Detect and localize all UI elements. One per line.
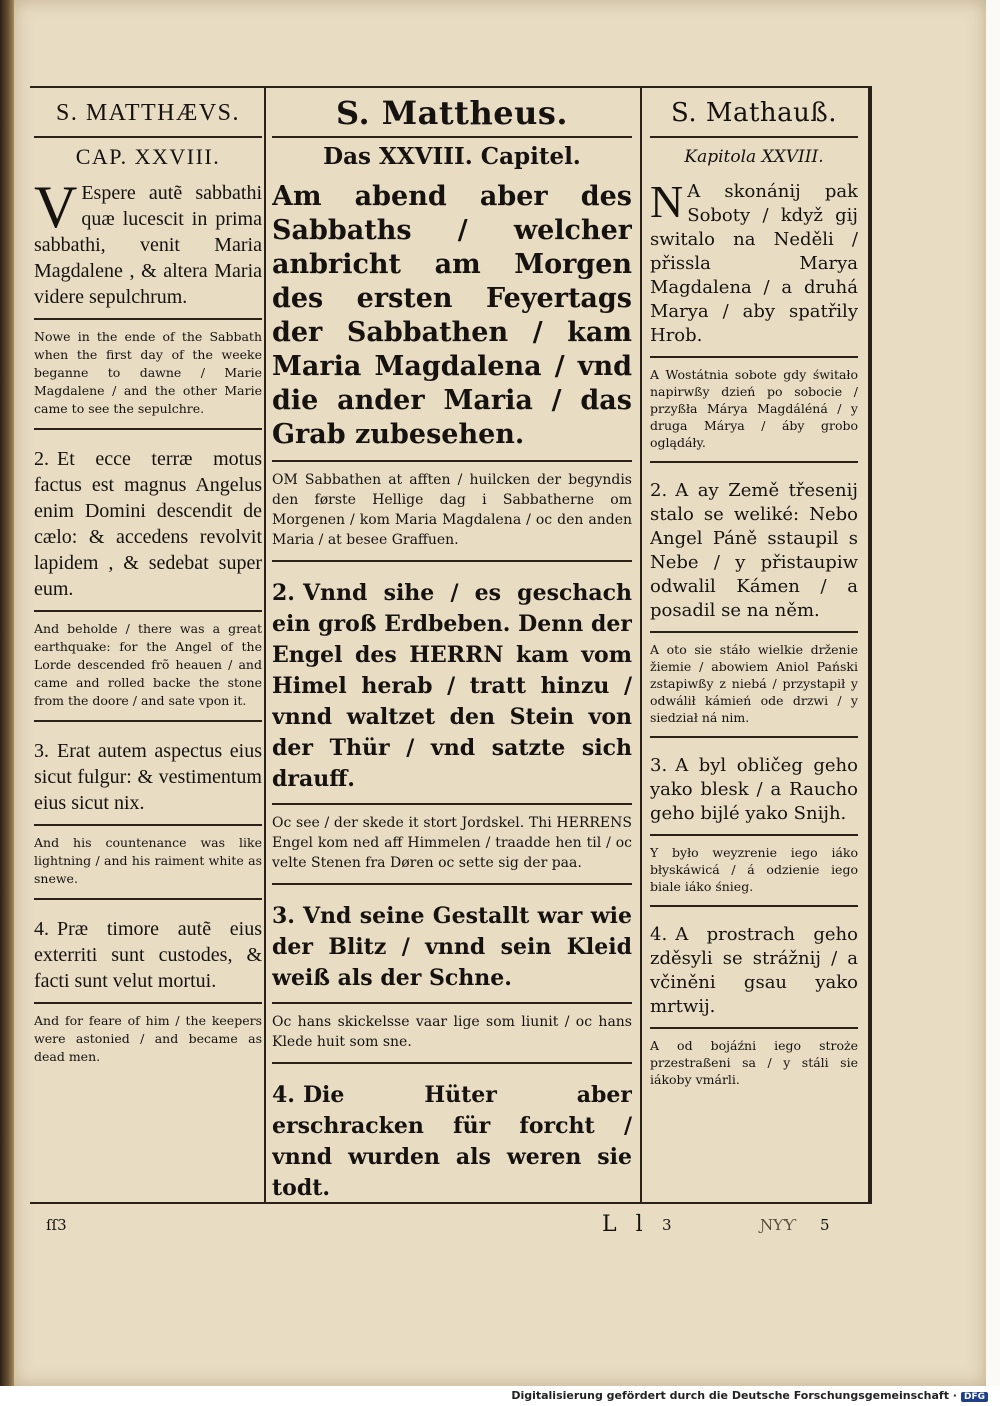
- czech-verse-4-text: A prostrach geho zděsyli se strážnij / a včiněni gsau yako mrtwij.: [650, 924, 858, 1017]
- czech-dropcap: N: [650, 176, 684, 227]
- czech-title: S. Mathauß.: [670, 98, 838, 128]
- german-verse-2-text: Vnnd sihe / es geschach ein groß Erdbeben. Denn der Engel des HERRN kam vom Himel herab / tratt hinzu / vnnd waltzet den Stein von der Thür / vnd satzte sich drauff.: [272, 580, 632, 792]
- latin-verse-4-text: Præ timore autẽ eius exterriti sunt custodes, & facti sunt velut mortui.: [34, 918, 262, 992]
- page-number: 5: [820, 1216, 830, 1234]
- dfg-logo: DFG: [961, 1392, 988, 1402]
- german-verse-3: [272, 901, 632, 994]
- right-frame-rule: [868, 86, 872, 1204]
- polish-note-4: A od bojáźni iego stroże przestraßeni sa / y stáli sie iákoby vmárli.: [650, 1027, 858, 1098]
- verse-number: 4.: [650, 924, 668, 945]
- english-note-2: And beholde / there was a great earthquake: for the Angel of the Lorde descended frõ heauen / and came and rolled backe the stone from the doore / and sate vpon it.: [34, 610, 262, 722]
- czech-verse-2-text: A ay Země třesenij stalo se weliké: Nebo Angel Páně sstaupil s Nebe / y přistaupiw odwalil Kámen / a posadil se na něm.: [650, 480, 858, 621]
- german-column: [272, 90, 632, 1200]
- verse-number: 4.: [272, 1082, 295, 1108]
- latin-verse-3-text: Erat autem aspectus eius sicut fulgur: & vestimentum eius sicut nix.: [34, 740, 262, 814]
- danish-note-3: Oc hans skickelsse vaar lige som liunit / oc hans Klede huit som sne.: [272, 1002, 632, 1064]
- latin-verse-3: [34, 738, 262, 816]
- latin-column: [34, 90, 262, 1200]
- footer-mark: ƝƳƳ: [760, 1216, 796, 1234]
- czech-chapter: Kapitola XXVIII.: [650, 136, 858, 172]
- polish-note-2: A oto sie stáło wielkie drženie žiemie / abowiem Aniol Pański zstapiwßy z niebá / przystapił y odwálił kámień ode drzwi / y siedział ná nim.: [650, 631, 858, 738]
- danish-note-2: Oc see / der skede it stort Jordskel. Thi HERRENS Engel kom ned aff Himmelen / traadde hen til / oc velte Stenen fra Døren oc sette sig der paa.: [272, 803, 632, 885]
- latin-verse-1-text: Espere autẽ sabbathi quæ lucescit in prima sabbathi, venit Maria Magdalene , & altera Maria videre sepulchrum.: [34, 182, 262, 308]
- czech-column: [650, 90, 858, 1200]
- czech-verse-3: [650, 754, 858, 826]
- verse-number: 2.: [650, 480, 668, 501]
- czech-verse-3-text: A byl obličeg geho yako blesk / a Raucho geho bijlé yako Snijh.: [650, 755, 858, 824]
- latin-verse-2-text: Et ecce terræ motus factus est magnus Angelus enim Domini descendit de cælo: & accedens revolvit lapidem , & sedebat super eum.: [34, 448, 262, 600]
- signature-mark: L l: [602, 1212, 649, 1237]
- column-rule-1: [264, 86, 266, 1202]
- english-note-3: And his countenance was like lightning / and his raiment white as snewe.: [34, 824, 262, 900]
- danish-note-1: OM Sabbathen at afften / huilcken der begyndis den første Hellige dag i Sabbatherne om Morgenen / kom Maria Magdalena / oc den anden Maria / at besee Graffuen.: [272, 460, 632, 562]
- digitization-credit: [511, 1389, 988, 1402]
- footer-catchword: ſſ3: [46, 1216, 67, 1234]
- page-footer: [40, 1212, 840, 1242]
- verse-number: 3.: [34, 740, 49, 762]
- german-verse-2: [272, 578, 632, 795]
- verse-number: 3.: [272, 903, 295, 929]
- polish-note-3: Y było weyzrenie iego iáko błyskáwicá / á odzienie iego biale iáko śnieg.: [650, 834, 858, 907]
- latin-title: S. MATTHÆVS.: [55, 100, 241, 126]
- verse-number: 3.: [650, 755, 668, 776]
- czech-verse-2: [650, 479, 858, 623]
- german-verse-4: [272, 1080, 632, 1200]
- signature-number: 3: [662, 1216, 672, 1234]
- german-verse-1: Am abend aber des Sabbaths / welcher anbricht am Morgen des ersten Feyertags der Sabbathen / kam Maria Magdalena / vnd die ander Maria / das Grab zubesehen.: [272, 181, 632, 450]
- verse-number: 2.: [272, 580, 295, 606]
- german-title: S. Mattheus.: [335, 94, 568, 132]
- latin-dropcap: V: [34, 174, 78, 240]
- latin-verse-4: [34, 916, 262, 994]
- german-chapter: Das XXVIII. Capitel.: [272, 136, 632, 172]
- latin-verse-1: [34, 174, 262, 310]
- latin-chapter: CAP. XXVIII.: [34, 136, 262, 172]
- top-rule: [30, 86, 868, 88]
- czech-verse-1-text: A skonánij pak Soboty / když gij switalo na Neděli / přissla Marya Magdalena / a druhá Marya / aby spatřily Hrob.: [650, 181, 858, 346]
- english-note-4: And for feare of him / the keepers were astonied / and became as dead men.: [34, 1002, 262, 1076]
- verse-number: 2.: [34, 448, 49, 470]
- bottom-rule: [30, 1202, 868, 1204]
- english-note-1: Nowe in the ende of the Sabbath when the first day of the weeke beganne to dawne / Marie Magdalene / and the other Marie came to see the sepulchre.: [34, 318, 262, 430]
- czech-verse-4: [650, 923, 858, 1019]
- column-rule-2: [640, 86, 642, 1202]
- verse-number: 4.: [34, 918, 49, 940]
- latin-verse-2: [34, 446, 262, 602]
- scan-right-margin: [986, 0, 1000, 1386]
- credit-text: Digitalisierung gefördert durch die Deutsche Forschungsgemeinschaft ·: [511, 1389, 957, 1402]
- german-verse-4-text: Die Hüter aber erschracken für forcht / vnnd wurden als weren sie todt.: [272, 1082, 632, 1200]
- czech-verse-1: [650, 176, 858, 348]
- german-verse-3-text: Vnd seine Gestallt war wie der Blitz / vnnd sein Kleid weiß als der Schne.: [272, 903, 632, 991]
- polish-note-1: A Wostátnia sobote gdy świtało napirwßy dzień po sobocie / przyßła Márya Magdáléná / y druga Márya / áby grobo oglądáły.: [650, 356, 858, 463]
- scan-binding-edge: [0, 0, 14, 1386]
